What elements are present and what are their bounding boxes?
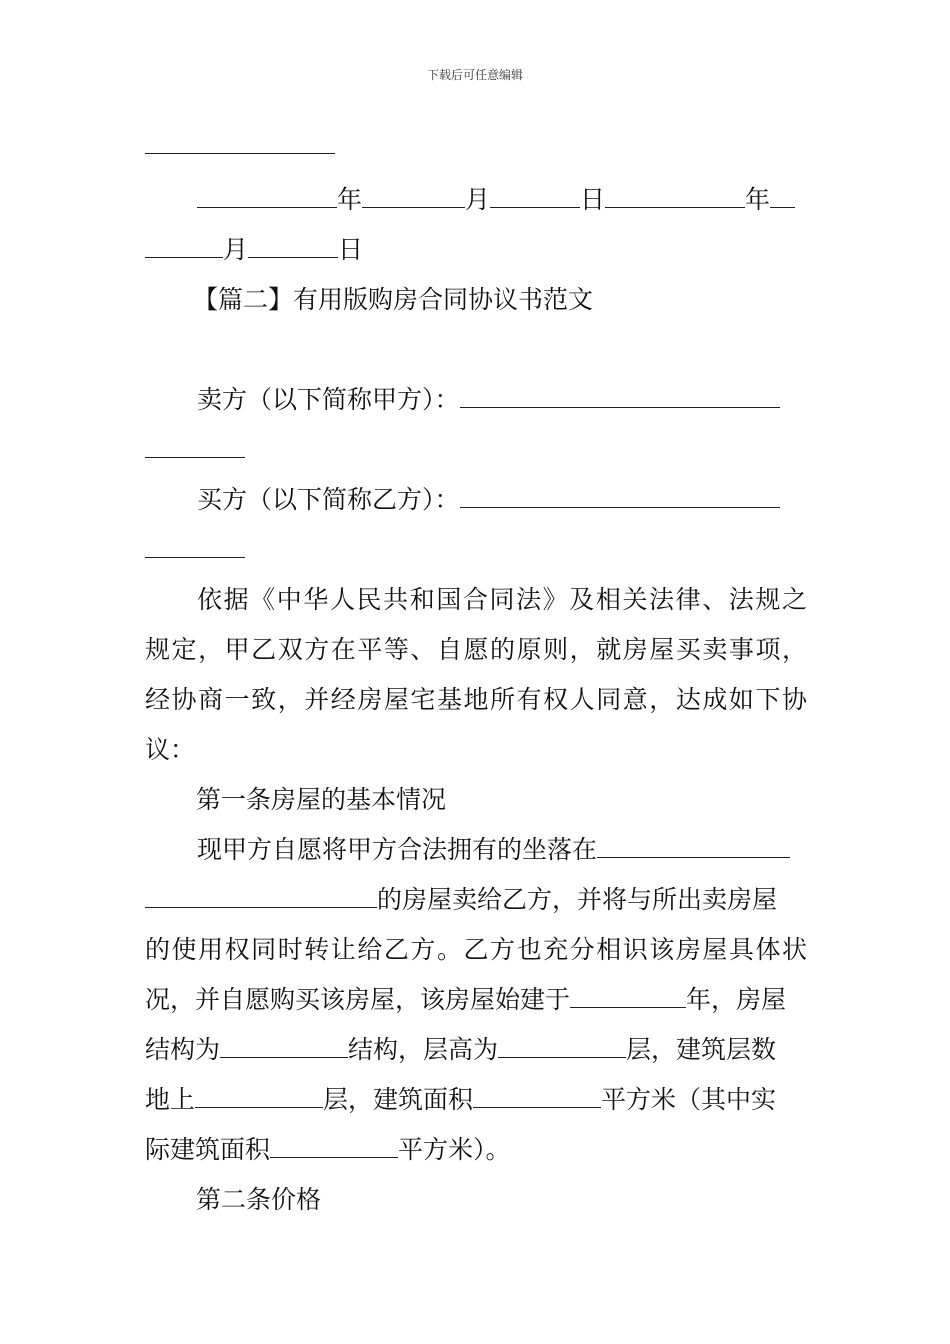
blank bbox=[570, 985, 686, 1008]
seller-label: 卖方（以下简称甲方）： bbox=[197, 385, 460, 414]
article-1-line-6 bbox=[145, 1084, 807, 1116]
article-1-line-5 bbox=[145, 1034, 807, 1066]
article-1-line-4 bbox=[145, 984, 807, 1016]
text: 层，建筑面积 bbox=[323, 1085, 474, 1114]
blank bbox=[220, 1035, 348, 1058]
buyer-line bbox=[145, 484, 807, 516]
blank bbox=[248, 235, 338, 258]
intro-line-2: 规定，甲乙双方在平等、自愿的原则，就房屋买卖事项， bbox=[145, 635, 807, 664]
article-1-title: 第一条房屋的基本情况 bbox=[196, 785, 447, 814]
text: 结构，层高为 bbox=[348, 1035, 499, 1064]
year-label: 年 bbox=[745, 185, 771, 214]
date-line-2 bbox=[145, 234, 807, 266]
text: 地上 bbox=[145, 1085, 196, 1114]
blank bbox=[498, 1035, 626, 1058]
month-label: 月 bbox=[465, 185, 491, 214]
text: 结构为 bbox=[145, 1035, 221, 1064]
month-label: 月 bbox=[223, 235, 249, 264]
article-1-line-3: 的使用权同时转让给乙方。乙方也充分相识该房屋具体状 bbox=[145, 935, 807, 964]
text: 的房屋卖给乙方，并将与所出卖房屋 bbox=[377, 885, 778, 914]
text: 平方米）。 bbox=[398, 1135, 511, 1164]
blank bbox=[145, 435, 245, 458]
text: 况，并自愿购买该房屋，该房屋始建于 bbox=[145, 985, 571, 1014]
blank bbox=[197, 185, 337, 208]
intro-line-1: 依据《中华人民共和国合同法》及相关法律、法规之 bbox=[197, 585, 807, 614]
blank bbox=[195, 1085, 323, 1108]
intro-line-4: 议： bbox=[145, 735, 196, 764]
intro-line-3: 经协商一致，并经房屋宅基地所有权人同意，达成如下协 bbox=[145, 685, 807, 714]
blank bbox=[473, 1085, 601, 1108]
blank bbox=[605, 185, 745, 208]
text: 际建筑面积 bbox=[145, 1135, 271, 1164]
blank bbox=[145, 235, 223, 258]
blank bbox=[597, 835, 790, 858]
page-header: 下载后可任意编辑 bbox=[426, 68, 523, 82]
blank bbox=[362, 185, 465, 208]
date-line-1 bbox=[145, 184, 807, 216]
seller-line-cont bbox=[145, 434, 807, 466]
text: 平方米（其中实 bbox=[601, 1085, 777, 1114]
article-1-line-1 bbox=[145, 834, 807, 866]
text: 层，建筑层数 bbox=[626, 1035, 777, 1064]
day-label: 日 bbox=[338, 235, 364, 264]
blank bbox=[460, 485, 780, 508]
blank-line bbox=[145, 130, 807, 162]
seller-line bbox=[145, 384, 807, 416]
section-title: 【篇二】有用版购房合同协议书范文 bbox=[193, 285, 594, 314]
text: 年，房屋 bbox=[686, 985, 787, 1014]
article-1-line-2 bbox=[145, 884, 807, 916]
article-2-title: 第二条价格 bbox=[196, 1185, 322, 1214]
blank bbox=[145, 131, 335, 154]
day-label: 日 bbox=[580, 185, 606, 214]
text: 现甲方自愿将甲方合法拥有的坐落在 bbox=[197, 835, 598, 864]
blank bbox=[490, 185, 580, 208]
buyer-label: 买方（以下简称乙方）： bbox=[197, 485, 460, 514]
year-label: 年 bbox=[337, 185, 363, 214]
blank bbox=[145, 885, 377, 908]
article-1-line-7 bbox=[145, 1134, 807, 1166]
blank bbox=[770, 185, 795, 208]
blank bbox=[460, 385, 780, 408]
buyer-line-cont bbox=[145, 534, 807, 566]
blank bbox=[270, 1135, 398, 1158]
blank bbox=[145, 535, 245, 558]
